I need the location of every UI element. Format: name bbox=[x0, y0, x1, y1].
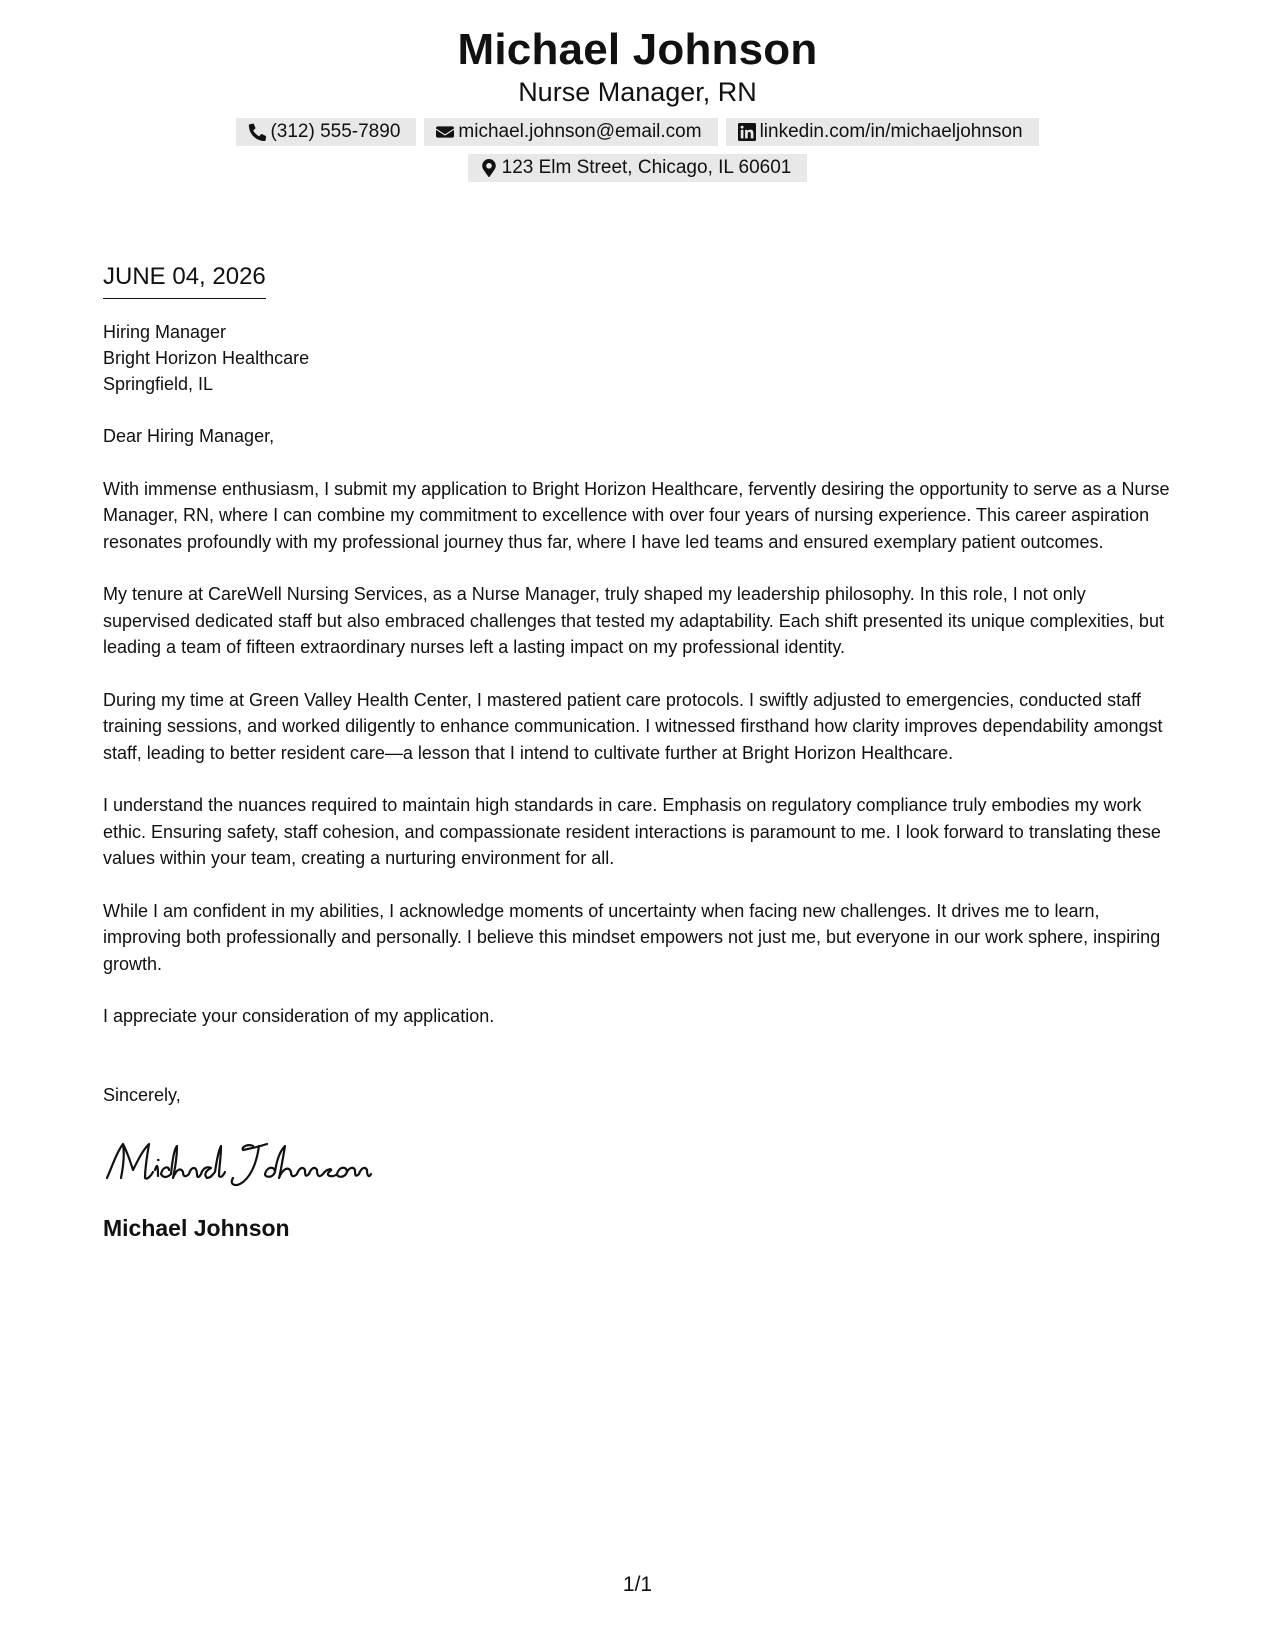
letter-header bbox=[0, 0, 1275, 182]
recipient-line: Bright Horizon Healthcare bbox=[103, 348, 310, 368]
closing: Sincerely, bbox=[103, 1084, 181, 1105]
body-paragraph: During my time at Green Valley Health Center, I mastered patient care protocols. I swiftly adjusted to emergencies, conducted staff training sessions, and worked diligently to enhance communication. I witnessed firsthand how clarity improves dependability amongst staff, leading to better resident care—a lesson that I intend to cultivate further at Bright Horizon Healthcare. bbox=[103, 689, 1163, 763]
applicant-name: Michael Johnson bbox=[457, 25, 818, 74]
map-marker-icon bbox=[480, 159, 498, 177]
body-paragraph: With immense enthusiasm, I submit my application to Bright Horizon Healthcare, fervently desiring the opportunity to serve as a Nurse Manager, RN, where I can combine my commitment to excellence with over four years of nursing experience. This career aspiration resonates profoundly with my professional journey thus far, where I have led teams and ensured exemplary patient outcomes. bbox=[103, 478, 1170, 552]
contact-address bbox=[468, 154, 808, 182]
linkedin-text: linkedin.com/in/michaeljohnson bbox=[759, 121, 1023, 142]
letter-date: JUNE 04, 2026 bbox=[103, 262, 266, 299]
contact-linkedin[interactable] bbox=[726, 118, 1039, 146]
contact-info bbox=[228, 118, 1048, 182]
phone-icon bbox=[248, 123, 266, 141]
envelope-icon bbox=[436, 123, 454, 141]
body-paragraph: While I am confident in my abilities, I acknowledge moments of uncertainty when facing new challenges. It drives me to learn, improving both professionally and personally. I believe this mindset empowers not just me, but everyone in our work sphere, inspiring growth. bbox=[103, 900, 1161, 974]
linkedin-icon bbox=[738, 123, 756, 141]
email-text: michael.johnson@email.com bbox=[458, 121, 702, 142]
recipient-line: Hiring Manager bbox=[103, 322, 227, 342]
signer-name: Michael Johnson bbox=[103, 1215, 290, 1241]
recipient-block bbox=[103, 319, 1173, 397]
page-number: 1/1 bbox=[622, 1573, 653, 1596]
address-text: 123 Elm Street, Chicago, IL 60601 bbox=[501, 157, 792, 178]
contact-email[interactable] bbox=[424, 118, 717, 146]
body-paragraph: I understand the nuances required to maintain high standards in care. Emphasis on regulatory compliance truly embodies my work ethic. Ensuring safety, staff cohesion, and compassionate resident interactions is paramount to me. I look forward to translating these values within your team, creating a nurturing environment for all. bbox=[103, 795, 1161, 868]
phone-text: (312) 555-7890 bbox=[270, 121, 401, 142]
contact-phone[interactable] bbox=[236, 118, 416, 146]
recipient-line: Springfield, IL bbox=[103, 374, 214, 394]
applicant-title: Nurse Manager, RN bbox=[518, 77, 757, 107]
letter-body bbox=[103, 262, 1173, 1242]
handwritten-signature bbox=[103, 1134, 1173, 1194]
salutation: Dear Hiring Manager, bbox=[103, 426, 275, 446]
body-paragraph: I appreciate your consideration of my application. bbox=[103, 1006, 495, 1026]
body-paragraph: My tenure at CareWell Nursing Services, as a Nurse Manager, truly shaped my leadership philosophy. In this role, I not only supervised dedicated staff but also embraced challenges that tested my adaptability. Each shift presented its unique complexities, but leading a team of fifteen extraordinary nurses left a lasting impact on my professional identity. bbox=[103, 584, 1164, 657]
